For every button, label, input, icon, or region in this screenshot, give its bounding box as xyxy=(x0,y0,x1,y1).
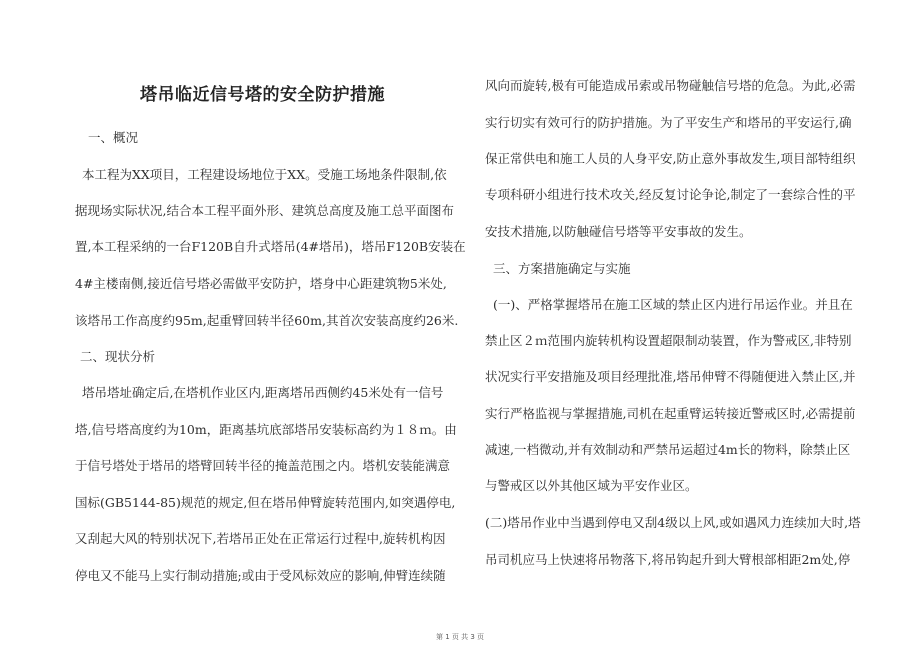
paragraph-line: 专项科研小组进行技术攻关,经反复讨论争论,制定了一套综合性的平 xyxy=(485,187,856,202)
paragraph-line: 与警戒区以外其他区域为平安作业区。 xyxy=(485,478,698,493)
paragraph-line: 状况实行平安措施及项目经理批准,塔吊伸臂不得随便进入禁止区,并 xyxy=(485,369,856,384)
paragraph-line: 置,本工程采纳的一台F120B自升式塔吊(4#塔吊)，塔吊F120B安装在 xyxy=(75,239,466,254)
paragraph-line: 又刮起大风的特别状况下,若塔吊正处在正常运行过程中,旋转机构因 xyxy=(75,531,446,546)
paragraph-line: 吊司机应马上快速将吊物落下,将吊钩起升到大臂根部相距2m处,停 xyxy=(485,552,851,567)
paragraph-line: 实行严格监视与掌握措施,司机在起重臂运转接近警戒区时,必需提前 xyxy=(485,406,856,421)
paragraph-line: 该塔吊工作高度约95m,起重臂回转半径60m,其首次安装高度约26米. xyxy=(75,313,459,328)
paragraph-line: 禁止区２ｍ范围内旋转机构设置超限制动装置，作为警戒区,非特别 xyxy=(485,333,852,348)
section-heading-measures: 三、方案措施确定与实施 xyxy=(493,261,631,276)
paragraph-line: 国标(GB5144-85)规范的规定,但在塔吊伸臂旋转范围内,如突遇停电, xyxy=(75,495,456,510)
paragraph-line: 保正常供电和施工人员的人身平安,防止意外事故发生,项目部特组织 xyxy=(485,151,856,166)
paragraph-line: 风向而旋转,极有可能造成吊索或吊物碰触信号塔的危急。为此,必需 xyxy=(485,78,856,93)
paragraph-line: 本工程为XX项目，工程建设场地位于XX。受施工场地条件限制,依 xyxy=(82,167,447,182)
paragraph-line: (二)塔吊作业中当遇到停电又刮4级以上风,或如遇风力连续加大时,塔 xyxy=(485,515,861,530)
paragraph-line: 减速,一档微动,并有效制动和严禁吊运超过4m长的物料，除禁止区 xyxy=(485,442,851,457)
section-heading-overview: 一、概况 xyxy=(88,130,139,145)
page-footer: 第 1 页 共 3 页 xyxy=(435,633,485,641)
section-heading-status: 二、现状分析 xyxy=(80,349,156,364)
paragraph-line: 停电又不能马上实行制动措施;或由于受风标效应的影响,伸臂连续随 xyxy=(75,568,446,583)
paragraph-line: 据现场实际状况,结合本工程平面外形、建筑总高度及施工总平面图布 xyxy=(75,203,454,218)
document-title: 塔吊临近信号塔的安全防护措施 xyxy=(140,85,385,105)
paragraph-line: 实行切实有效可行的防护措施。为了平安生产和塔吊的平安运行,确 xyxy=(485,115,852,130)
paragraph-line: 塔,信号塔高度约为10m，距离基坑底部塔吊安装标高约为１８ｍ。由 xyxy=(75,422,457,437)
paragraph-line: 安技术措施,以防触碰信号塔等平安事故的发生。 xyxy=(485,224,752,239)
paragraph-line: 4#主楼南侧,接近信号塔必需做平安防护，塔身中心距建筑物5米处, xyxy=(75,276,447,291)
paragraph-line: 塔吊塔址确定后,在塔机作业区内,距离塔吊西侧约45米处有一信号 xyxy=(82,385,444,400)
paragraph-line: (一)、严格掌握塔吊在施工区域的禁止区内进行吊运作业。并且在 xyxy=(493,297,853,312)
paragraph-line: 于信号塔处于塔吊的塔臂回转半径的掩盖范围之内。塔机安装能满意 xyxy=(75,458,451,473)
